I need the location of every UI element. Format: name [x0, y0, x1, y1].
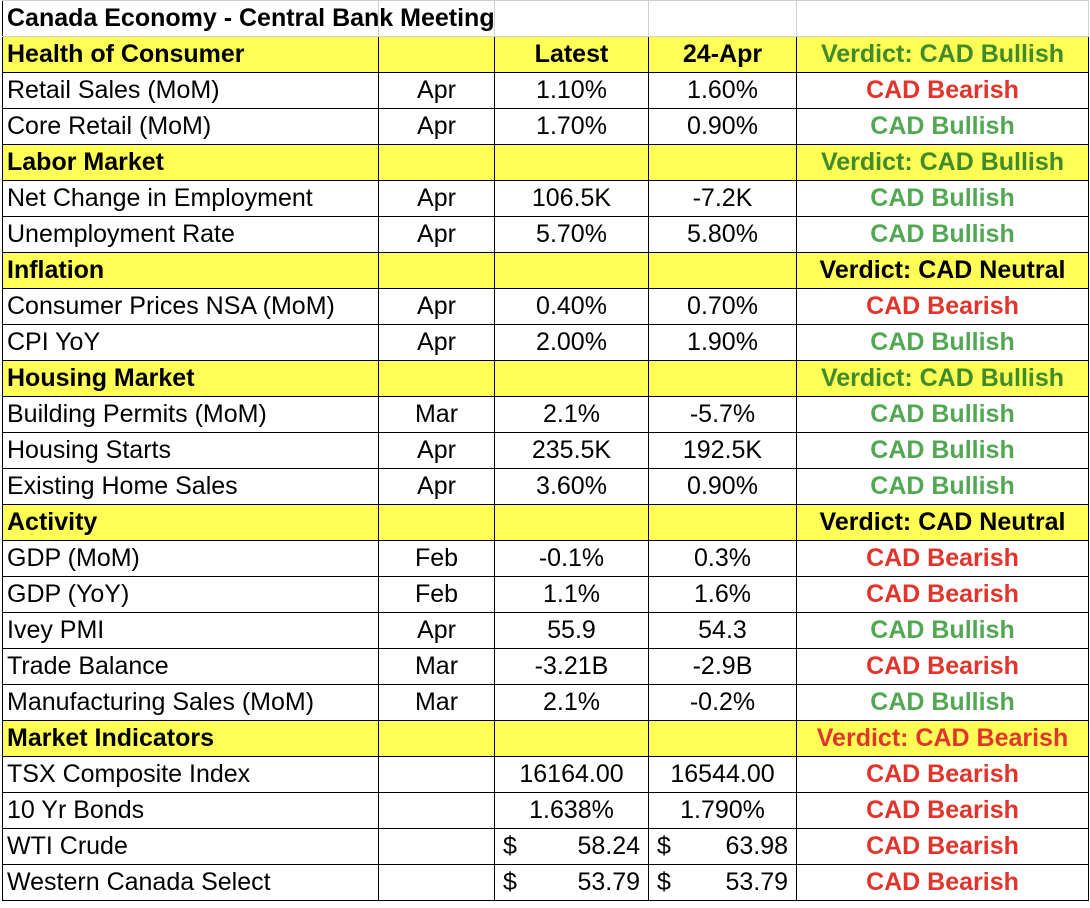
currency-value	[503, 865, 640, 900]
indicator-label[interactable]: Unemployment Rate	[3, 217, 379, 253]
section-header-row	[3, 721, 1089, 757]
prev-cell[interactable]: 0.3%	[649, 541, 797, 577]
section-name[interactable]: Activity	[3, 505, 379, 541]
period-cell[interactable]: Mar	[379, 397, 495, 433]
period-cell[interactable]: Apr	[379, 181, 495, 217]
currency-value	[503, 829, 640, 864]
signal-cell[interactable]: CAD Bearish	[797, 757, 1089, 793]
indicator-label[interactable]: 10 Yr Bonds	[3, 793, 379, 829]
prev-header[interactable]	[649, 505, 797, 541]
table-row	[3, 397, 1089, 433]
latest-cell[interactable]: 1.70%	[495, 109, 649, 145]
signal-cell[interactable]: CAD Bullish	[797, 685, 1089, 721]
indicator-label[interactable]: CPI YoY	[3, 325, 379, 361]
latest-cell[interactable]: 3.60%	[495, 469, 649, 505]
period-cell[interactable]	[379, 829, 495, 865]
prev-cell[interactable]: 5.80%	[649, 217, 797, 253]
latest-cell[interactable]	[495, 829, 649, 865]
signal-cell[interactable]: CAD Bearish	[797, 649, 1089, 685]
prev-cell[interactable]	[649, 865, 797, 901]
prev-cell[interactable]: 0.70%	[649, 289, 797, 325]
table-row	[3, 109, 1089, 145]
indicator-label[interactable]: Net Change in Employment	[3, 181, 379, 217]
latest-cell[interactable]: 106.5K	[495, 181, 649, 217]
signal-cell[interactable]: CAD Bullish	[797, 217, 1089, 253]
signal-cell[interactable]: CAD Bearish	[797, 577, 1089, 613]
section-name[interactable]: Market Indicators	[3, 721, 379, 757]
table-row	[3, 793, 1089, 829]
prev-cell[interactable]: -2.9B	[649, 649, 797, 685]
table-row	[3, 325, 1089, 361]
section-name[interactable]: Housing Market	[3, 361, 379, 397]
prev-cell[interactable]: -7.2K	[649, 181, 797, 217]
period-header[interactable]	[379, 145, 495, 181]
table-row	[3, 613, 1089, 649]
section-header-row	[3, 361, 1089, 397]
period-cell[interactable]	[379, 865, 495, 901]
prev-cell[interactable]: 1.6%	[649, 577, 797, 613]
period-cell[interactable]: Apr	[379, 109, 495, 145]
currency-symbol: $	[503, 868, 517, 896]
latest-cell[interactable]: 235.5K	[495, 433, 649, 469]
prev-cell[interactable]: 192.5K	[649, 433, 797, 469]
indicator-label[interactable]: GDP (YoY)	[3, 577, 379, 613]
latest-cell[interactable]: 1.1%	[495, 577, 649, 613]
latest-cell[interactable]: 1.10%	[495, 73, 649, 109]
empty-cell[interactable]	[797, 1, 1089, 37]
latest-cell[interactable]: 2.1%	[495, 397, 649, 433]
section-verdict[interactable]: Verdict: CAD Bullish	[797, 361, 1089, 397]
period-cell[interactable]: Apr	[379, 217, 495, 253]
prev-cell[interactable]: 54.3	[649, 613, 797, 649]
section-name[interactable]: Inflation	[3, 253, 379, 289]
prev-cell[interactable]	[649, 829, 797, 865]
table-row	[3, 829, 1089, 865]
economy-table	[2, 0, 1089, 901]
signal-cell[interactable]: CAD Bearish	[797, 73, 1089, 109]
empty-cell[interactable]	[649, 1, 797, 37]
section-verdict[interactable]: Verdict: CAD Bullish	[797, 145, 1089, 181]
indicator-label[interactable]: Housing Starts	[3, 433, 379, 469]
sheet-title[interactable]: Canada Economy - Central Bank Meeting	[3, 1, 379, 37]
prev-header[interactable]	[649, 361, 797, 397]
latest-header[interactable]: Latest	[495, 37, 649, 73]
latest-cell[interactable]: 5.70%	[495, 217, 649, 253]
signal-cell[interactable]: CAD Bullish	[797, 469, 1089, 505]
signal-cell[interactable]: CAD Bullish	[797, 325, 1089, 361]
table-row	[3, 433, 1089, 469]
prev-cell[interactable]: 0.90%	[649, 469, 797, 505]
section-name[interactable]: Health of Consumer	[3, 37, 379, 73]
prev-header[interactable]	[649, 253, 797, 289]
prev-header[interactable]	[649, 721, 797, 757]
period-cell[interactable]: Mar	[379, 685, 495, 721]
latest-header[interactable]	[495, 505, 649, 541]
signal-cell[interactable]: CAD Bearish	[797, 829, 1089, 865]
period-header[interactable]	[379, 37, 495, 73]
currency-amount: 53.79	[577, 868, 640, 896]
latest-cell[interactable]: 1.638%	[495, 793, 649, 829]
indicator-label[interactable]: Existing Home Sales	[3, 469, 379, 505]
indicator-label[interactable]: Ivey PMI	[3, 613, 379, 649]
period-cell[interactable]: Apr	[379, 73, 495, 109]
title-row	[3, 1, 1089, 37]
section-name[interactable]: Labor Market	[3, 145, 379, 181]
indicator-label[interactable]: GDP (MoM)	[3, 541, 379, 577]
indicator-label[interactable]: Building Permits (MoM)	[3, 397, 379, 433]
section-header-row	[3, 37, 1089, 73]
latest-cell[interactable]: 2.1%	[495, 685, 649, 721]
period-cell[interactable]: Apr	[379, 325, 495, 361]
period-header[interactable]	[379, 361, 495, 397]
latest-header[interactable]	[495, 361, 649, 397]
prev-header[interactable]	[649, 145, 797, 181]
currency-value	[657, 829, 788, 864]
table-body	[3, 1, 1089, 901]
table-row	[3, 757, 1089, 793]
empty-cell[interactable]	[495, 1, 649, 37]
indicator-label[interactable]: Trade Balance	[3, 649, 379, 685]
signal-cell[interactable]: CAD Bearish	[797, 793, 1089, 829]
period-cell[interactable]: Apr	[379, 289, 495, 325]
prev-cell[interactable]: 0.90%	[649, 109, 797, 145]
latest-cell[interactable]: 16164.00	[495, 757, 649, 793]
table-row	[3, 685, 1089, 721]
period-cell[interactable]: Feb	[379, 541, 495, 577]
signal-cell[interactable]: CAD Bullish	[797, 109, 1089, 145]
period-header[interactable]	[379, 505, 495, 541]
signal-cell[interactable]: CAD Bullish	[797, 181, 1089, 217]
indicator-label[interactable]: Manufacturing Sales (MoM)	[3, 685, 379, 721]
indicator-label[interactable]: Retail Sales (MoM)	[3, 73, 379, 109]
table-row	[3, 541, 1089, 577]
period-cell[interactable]: Apr	[379, 469, 495, 505]
latest-header[interactable]	[495, 721, 649, 757]
latest-cell[interactable]: -0.1%	[495, 541, 649, 577]
table-row	[3, 577, 1089, 613]
signal-cell[interactable]: CAD Bullish	[797, 397, 1089, 433]
signal-cell[interactable]: CAD Bearish	[797, 541, 1089, 577]
latest-cell[interactable]: -3.21B	[495, 649, 649, 685]
latest-header[interactable]	[495, 253, 649, 289]
indicator-label[interactable]: WTI Crude	[3, 829, 379, 865]
section-verdict[interactable]: Verdict: CAD Neutral	[797, 505, 1089, 541]
table-row	[3, 469, 1089, 505]
period-cell[interactable]: Apr	[379, 433, 495, 469]
signal-cell[interactable]: CAD Bearish	[797, 289, 1089, 325]
signal-cell[interactable]: CAD Bullish	[797, 433, 1089, 469]
currency-symbol: $	[657, 868, 671, 896]
section-header-row	[3, 253, 1089, 289]
section-verdict[interactable]: Verdict: CAD Neutral	[797, 253, 1089, 289]
currency-amount: 53.79	[725, 868, 788, 896]
prev-cell[interactable]: -5.7%	[649, 397, 797, 433]
latest-cell[interactable]: 55.9	[495, 613, 649, 649]
section-verdict[interactable]: Verdict: CAD Bullish	[797, 37, 1089, 73]
indicator-label[interactable]: Consumer Prices NSA (MoM)	[3, 289, 379, 325]
table-row	[3, 73, 1089, 109]
period-cell[interactable]: Feb	[379, 577, 495, 613]
signal-cell[interactable]: CAD Bullish	[797, 613, 1089, 649]
period-cell[interactable]: Apr	[379, 613, 495, 649]
period-cell[interactable]: Mar	[379, 649, 495, 685]
indicator-label[interactable]: Western Canada Select	[3, 865, 379, 901]
currency-amount: 58.24	[577, 832, 640, 860]
latest-cell[interactable]: 0.40%	[495, 289, 649, 325]
currency-value	[657, 865, 788, 900]
latest-cell[interactable]	[495, 865, 649, 901]
table-row	[3, 289, 1089, 325]
section-header-row	[3, 145, 1089, 181]
table-row	[3, 649, 1089, 685]
prev-cell[interactable]: 1.90%	[649, 325, 797, 361]
indicator-label[interactable]: TSX Composite Index	[3, 757, 379, 793]
section-verdict[interactable]: Verdict: CAD Bearish	[797, 721, 1089, 757]
section-header-row	[3, 505, 1089, 541]
prev-cell[interactable]: 16544.00	[649, 757, 797, 793]
period-header[interactable]	[379, 253, 495, 289]
prev-cell[interactable]: -0.2%	[649, 685, 797, 721]
signal-cell[interactable]: CAD Bearish	[797, 865, 1089, 901]
table-row	[3, 217, 1089, 253]
prev-header[interactable]: 24-Apr	[649, 37, 797, 73]
currency-amount: 63.98	[725, 832, 788, 860]
indicator-label[interactable]: Core Retail (MoM)	[3, 109, 379, 145]
prev-cell[interactable]: 1.790%	[649, 793, 797, 829]
latest-header[interactable]	[495, 145, 649, 181]
period-header[interactable]	[379, 721, 495, 757]
period-cell[interactable]	[379, 793, 495, 829]
latest-cell[interactable]: 2.00%	[495, 325, 649, 361]
period-cell[interactable]	[379, 757, 495, 793]
table-row	[3, 181, 1089, 217]
currency-symbol: $	[503, 832, 517, 860]
currency-symbol: $	[657, 832, 671, 860]
table-row	[3, 865, 1089, 901]
prev-cell[interactable]: 1.60%	[649, 73, 797, 109]
